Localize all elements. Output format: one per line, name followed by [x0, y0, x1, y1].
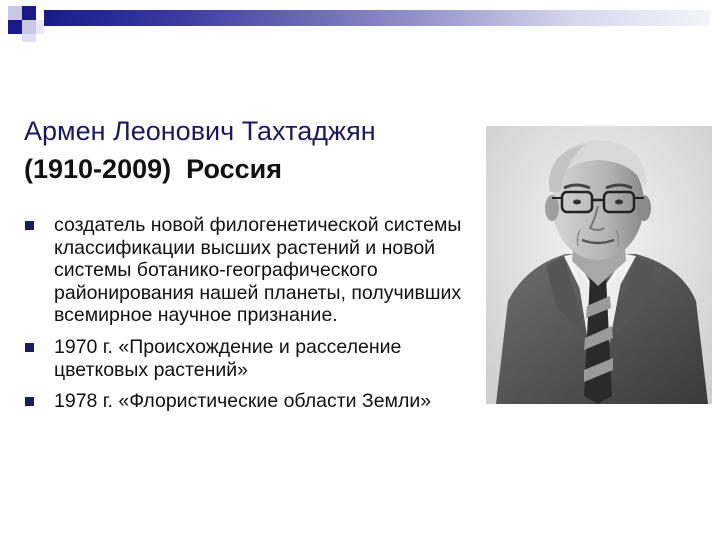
list-item — [24, 336, 464, 381]
square-bullet-icon — [25, 343, 34, 352]
list-item — [24, 214, 464, 327]
decorative-square — [22, 20, 36, 34]
decorative-square — [36, 20, 44, 34]
square-bullet-icon — [25, 397, 34, 406]
square-bullet-icon — [25, 221, 34, 230]
decorative-square — [8, 20, 22, 34]
bullet-list — [24, 214, 464, 422]
list-item — [24, 390, 464, 413]
list-item-text: 1970 г. «Происхождение и расселение цветковых растений» — [54, 335, 402, 381]
country: Россия — [186, 154, 282, 184]
decorative-square — [8, 6, 22, 20]
decorative-top-bar — [44, 10, 710, 26]
list-item-text: создатель новой филогенетической системы классификации высших растений и новой системы ботанико-географического районирования нашей планеты, получивших всемирное научное признание. — [54, 214, 462, 327]
portrait-photo — [486, 126, 712, 404]
portrait-illustration — [486, 126, 712, 404]
life-years: (1910-2009) — [24, 154, 172, 184]
person-name: Армен Леонович Тахтаджян — [24, 116, 376, 146]
slide-title — [24, 112, 474, 188]
decorative-square — [22, 6, 36, 20]
decorative-square — [22, 34, 36, 42]
list-item-text: 1978 г. «Флористические области Земли» — [54, 390, 432, 413]
